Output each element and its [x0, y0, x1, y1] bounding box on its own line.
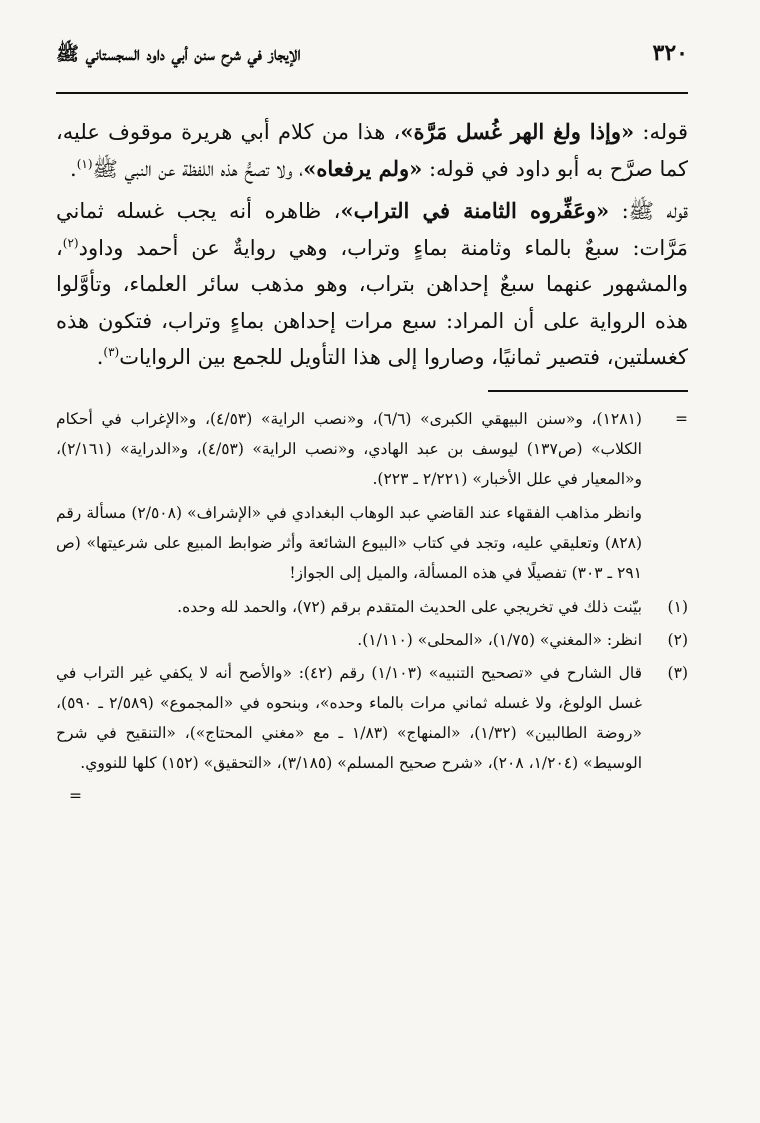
text-run: قوله:	[634, 120, 688, 144]
text-run: ، والمشهور عنهما سبعٌ إحداهن بتراب، وهو مذهب سائر العلماء، وتأوَّلوا هذه الرواية على أن المراد: سبع مرات إحداهن بماءٍ وتراب، فتكون هذه كغسلتين، فتصير ثمانيًا، وصاروا إلى هذا التأويل للجمع بين الروايات	[56, 235, 688, 369]
paragraph-1	[56, 114, 688, 187]
footnote-number: (٣)	[667, 663, 688, 682]
footnote-ref-2[interactable]: (٢)	[62, 235, 79, 250]
main-text	[56, 114, 688, 376]
footnote-continuation	[56, 404, 688, 588]
footnote-continuation-p1	[56, 404, 688, 494]
footnote-ref-3[interactable]: (٣)	[103, 345, 120, 359]
footnote-1	[56, 592, 688, 622]
footnotes	[56, 404, 688, 778]
footnote-3	[56, 658, 688, 778]
continuation-marker-bottom: =	[69, 786, 82, 805]
text-run: قوله ﷺ:	[609, 199, 688, 223]
footnote-number: (٢)	[667, 630, 688, 649]
text-run: ، ظاهره أنه يجب غسله ثماني مَرَّات: سبعٌ بالماء وثامنة بماءٍ وتراب، وهي روايةٌ عن أحمد وداود	[56, 199, 688, 260]
quoted-hadith-text: «وإذا ولغ الهر غُسل مَرَّة»	[400, 119, 635, 144]
page-header	[56, 40, 688, 94]
page	[56, 40, 688, 811]
text-run: ، هذا من كلام أبي هريرة موقوف عليه، كما صرَّح به أبو داود في قوله:	[56, 120, 688, 181]
text-run: .	[70, 156, 77, 181]
continuation-marker: =	[675, 409, 688, 428]
paragraph-2	[56, 193, 688, 376]
footnote-number: (١)	[667, 597, 688, 616]
footnote-text: انظر: «المغني» (١/٧٥)، «المحلى» (١/١١٠).	[357, 630, 642, 649]
footnote-continuation-p2	[56, 498, 688, 588]
page-number: ٣٢٠	[652, 40, 688, 66]
footnote-separator	[488, 390, 688, 392]
footnote-text: بيّنت ذلك في تخريجي على الحديث المتقدم برقم (٧٢)، والحمد لله وحده.	[177, 597, 642, 616]
footnote-text: قال الشارح في «تصحيح التنبيه» (١/١٠٣) رقم (٤٢): «والأصح أنه لا يكفي غير التراب في غسل الولوغ، ولا غسله ثماني مرات بالماء وحده»، وبنحوه في «المجموع» (٢/٥٨٩ ـ ٥٩٠)، «روضة الطالبين» (١/٣٢)، «المنهاج» (١/٨٣ ـ مع «مغني المحتاج»)، «التنقيح في شرح الوسيط» (١/٢٠٤، ٢٠٨)، «شرح صحيح المسلم» (٣/١٨٥)، «التحقيق» (١٥٢) كلها للنووي.	[56, 663, 643, 772]
text-run: .	[96, 345, 104, 369]
quoted-hadith-text: «وعَفِّروه الثامنة في التراب»	[340, 198, 610, 223]
quoted-text: «ولم يرفعاه»	[303, 155, 423, 181]
footnote-text: وانظر مذاهب الفقهاء عند القاضي عبد الوهاب البغدادي في «الإشراف» (٢/٥٠٨) مسألة رقم (٨٢٨) وتعليقي عليه، وتجد في كتاب «البيوع الشائعة وأثر ضوابط المبيع على شرعيتها» (ص ٢٩١ ـ ٣٠٣) تفصيلًا في هذه المسألة، والميل إلى الجواز!	[56, 503, 642, 582]
text-run: ، ولا تصحُّ هذه اللفظة عن النبي ﷺ	[92, 156, 304, 181]
footnote-ref-1[interactable]: (١)	[76, 156, 93, 171]
running-title: الإيجاز في شرح سنن أبي داود السجستاني ﷺ	[56, 43, 301, 65]
footnote-text: (١٢٨١)، و«سنن البيهقي الكبرى» (٦/٦)، و«نصب الراية» (٤/٥٣)، و«الإغراب في أحكام الكلاب» (ص١٣٧) ليوسف بن عبد الهادي، و«نصب الراية» (٤/٥٣)، و«الدراية» (٢/١٦١)، و«المعيار في علل الأخبار» (٢/٢٢١ ـ ٢٢٣).	[56, 409, 642, 488]
footnote-2	[56, 625, 688, 655]
